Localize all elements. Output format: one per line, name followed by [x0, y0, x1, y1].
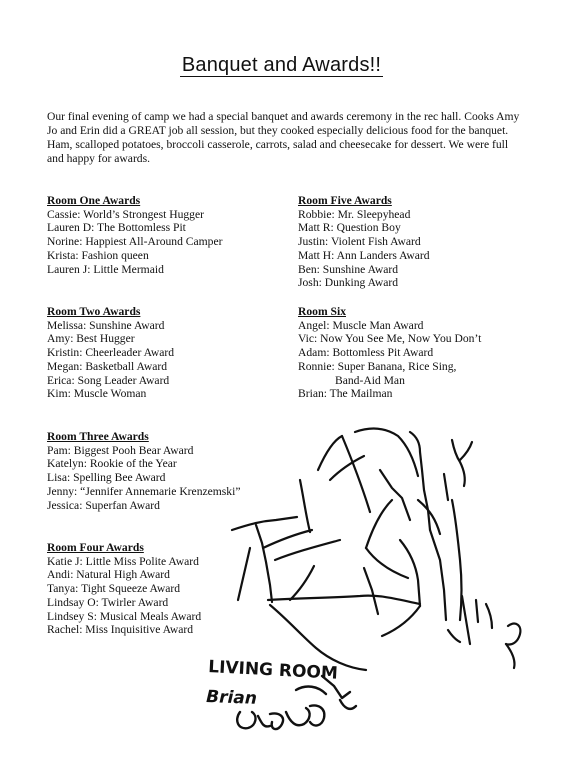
award-line: Katie J: Little Miss Polite Award [47, 554, 199, 568]
room-five-heading: Room Five Awards [298, 194, 392, 207]
award-line: Jenny: “Jennifer Annemarie Krenzemski” [47, 484, 241, 498]
award-line: Tanya: Tight Squeeze Award [47, 582, 181, 596]
room-one-heading: Room One Awards [47, 194, 141, 207]
award-line: Jessica: Superfan Award [47, 498, 160, 512]
award-line: Cassie: World’s Strongest Hugger [47, 207, 204, 221]
award-line: Kristin: Cheerleader Award [47, 346, 175, 360]
award-line: Rachel: Miss Inquisitive Award [47, 623, 194, 637]
award-line: Lindsay O: Twirler Award [47, 595, 169, 609]
page-title-text: Banquet and Awards!! [181, 54, 382, 76]
award-line: Ronnie: Super Banana, Rice Sing, [298, 359, 457, 373]
award-line: Pam: Biggest Pooh Bear Award [47, 443, 194, 457]
award-line: Andi: Natural High Award [47, 568, 170, 582]
award-line: Josh: Dunking Award [298, 276, 399, 290]
room-four-heading: Room Four Awards [47, 541, 144, 554]
award-line: Angel: Muscle Man Award [298, 318, 424, 332]
award-line: Justin: Violent Fish Award [298, 235, 421, 249]
room-six-heading: Room Six [298, 305, 346, 318]
room-two-heading: Room Two Awards [47, 305, 141, 318]
award-line: Lauren J: Little Mermaid [47, 262, 164, 276]
room-three-heading: Room Three Awards [47, 430, 149, 443]
award-line: Kim: Muscle Woman [47, 387, 147, 401]
award-line: Lauren D: The Bottomless Pit [47, 221, 186, 235]
award-line: Katelyn: Rookie of the Year [47, 457, 177, 471]
award-line: Krista: Fashion queen [47, 248, 149, 262]
award-line: Norine: Happiest All-Around Camper [47, 235, 223, 249]
intro-paragraph: Our final evening of camp we had a special banquet and awards ceremony in the rec hall. Cooks Amy Jo and Erin did a GREAT job all session, but they cooked especially delicious food for the banquet. Ham, scalloped potatoes, broccoli casserole, carrots, salad and cheesecake for dessert. We were full and happy for awards. [47, 110, 520, 165]
award-line: Vic: Now You See Me, Now You Don’t [298, 332, 482, 346]
handwriting-line-1: LIVING ROOM [207, 657, 339, 684]
award-line: Adam: Bottomless Pit Award [298, 346, 434, 360]
award-line: Matt R: Question Boy [298, 221, 401, 235]
award-line: Lisa: Spelling Bee Award [47, 471, 166, 485]
award-line: Melissa: Sunshine Award [47, 318, 165, 332]
award-line: Lindsey S: Musical Meals Award [47, 609, 202, 623]
handwriting-line-2: Brian [205, 687, 258, 709]
award-line: Ben: Sunshine Award [298, 262, 399, 276]
award-line: Robbie: Mr. Sleepyhead [298, 207, 411, 221]
award-line: Megan: Basketball Award [47, 359, 167, 373]
award-line: Matt H: Ann Landers Award [298, 248, 430, 262]
award-line: Band-Aid Man [335, 373, 405, 387]
award-line: Brian: The Mailman [298, 387, 393, 401]
award-line: Amy: Best Hugger [47, 332, 135, 346]
award-line: Erica: Song Leader Award [47, 373, 170, 387]
